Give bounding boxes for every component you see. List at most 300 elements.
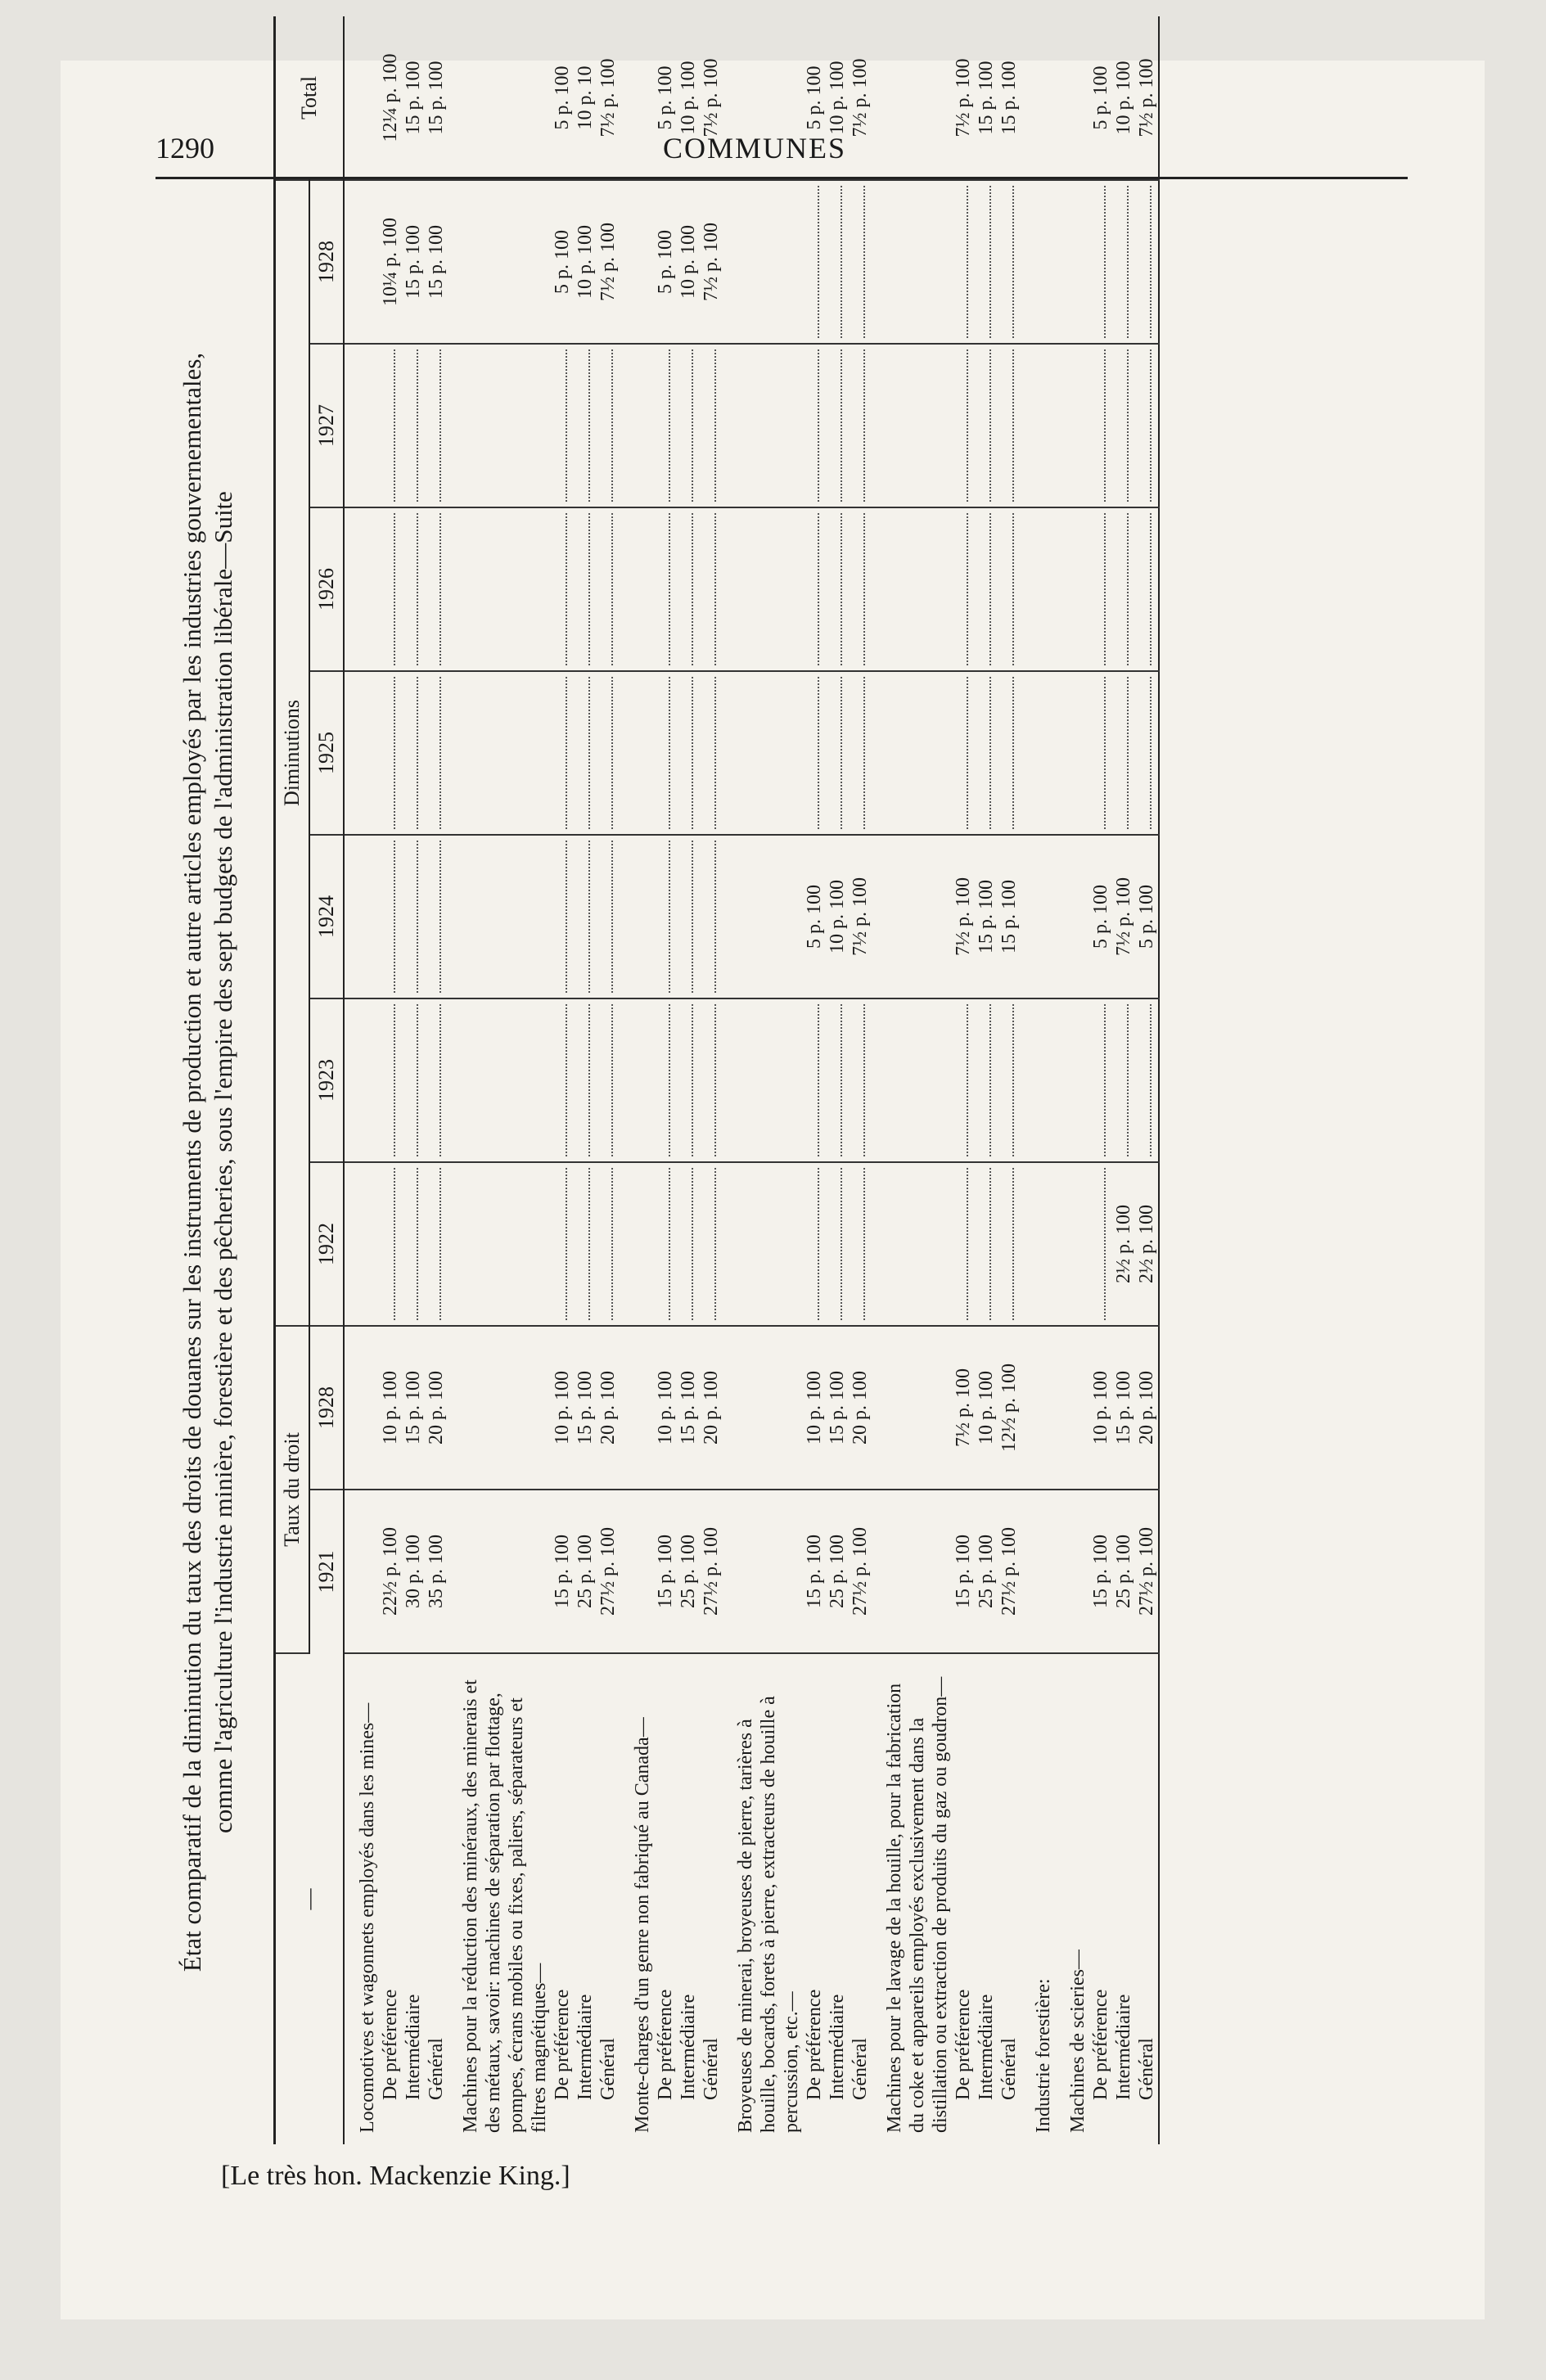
cell-d1922: [1055, 1162, 1089, 1326]
cell-d1928: [1089, 180, 1112, 344]
dot-leader: [654, 841, 670, 993]
dot-leader: [379, 677, 395, 829]
dot-leader: [952, 1004, 968, 1156]
dot-leader: [654, 513, 670, 665]
row-description: De préférence: [380, 1989, 401, 2100]
cell-d1924: 7½ p. 100: [952, 835, 975, 998]
cell-c1921: 25 p. 100: [826, 1490, 849, 1653]
dot-leader: [597, 841, 613, 993]
dot-leader: [574, 1168, 590, 1320]
dot-leader: [998, 1004, 1014, 1156]
cell-d1927: [700, 344, 723, 507]
cell-total: 7½ p. 100: [952, 16, 975, 180]
cell-d1926: [379, 507, 402, 671]
dot-leader: [803, 1168, 819, 1320]
dot-leader: [998, 349, 1014, 502]
cell-d1927: [379, 344, 402, 507]
cell-d1925: [1112, 671, 1135, 835]
cell-d1926: [1021, 507, 1055, 671]
cell-d1928: [1135, 180, 1159, 344]
cell-d1926: [723, 507, 803, 671]
cell-d1924: [654, 835, 677, 998]
cell-d1927: [448, 344, 551, 507]
cell-d1928: 7½ p. 100: [597, 180, 620, 344]
dot-leader: [654, 677, 670, 829]
cell-c1921: 22½ p. 100: [379, 1490, 402, 1653]
cell-d1923: [952, 998, 975, 1162]
dot-leader: [379, 1168, 395, 1320]
dot-leader: [379, 349, 395, 502]
dot-leader: [1112, 677, 1129, 829]
cell-d1923: [402, 998, 425, 1162]
cell-d1922: 2½ p. 100: [1112, 1162, 1135, 1326]
cell-d1927: [620, 344, 654, 507]
cell-d1927: [803, 344, 826, 507]
cell-d1928: 5 p. 100: [654, 180, 677, 344]
year-header-dim-1924: 1924: [309, 835, 344, 998]
header-description: —: [275, 1653, 345, 2144]
dot-leader: [402, 841, 418, 993]
cell-c1921: 15 p. 100: [654, 1490, 677, 1653]
cell-d1927: [1112, 344, 1135, 507]
dot-leader: [700, 349, 716, 502]
cell-d1928: [1055, 180, 1089, 344]
cell-d1922: [379, 1162, 402, 1326]
cell-d1928: [998, 180, 1021, 344]
dot-leader: [677, 349, 693, 502]
cell-c1921: 25 p. 100: [677, 1490, 700, 1653]
cell-d1928: [344, 180, 379, 344]
dot-leader: [677, 1004, 693, 1156]
row-description: Général: [998, 2038, 1020, 2100]
cell-c1928: 10 p. 100: [803, 1326, 826, 1490]
cell-d1925: [700, 671, 723, 835]
cell-c1921: 15 p. 100: [551, 1490, 574, 1653]
table-row: [723, 16, 803, 2144]
cell-d1923: [344, 998, 379, 1162]
row-description: Intermédiaire: [976, 1994, 997, 2100]
table-row: [597, 16, 620, 2144]
cell-d1922: [448, 1162, 551, 1326]
cell-d1928: 10¼ p. 100: [379, 180, 402, 344]
dot-leader: [1135, 677, 1152, 829]
cell-c1928: 20 p. 100: [1135, 1326, 1159, 1490]
running-head: COMMUNES: [663, 132, 847, 165]
cell-c1921: 27½ p. 100: [597, 1490, 620, 1653]
cell-d1927: [998, 344, 1021, 507]
cell-d1924: [379, 835, 402, 998]
cell-d1923: [700, 998, 723, 1162]
dot-leader: [952, 677, 968, 829]
cell-total: 15 p. 100: [425, 16, 448, 180]
cell-d1922: [700, 1162, 723, 1326]
cell-total: 7½ p. 100: [849, 16, 872, 180]
cell-d1927: [826, 344, 849, 507]
cell-c1921: 25 p. 100: [574, 1490, 597, 1653]
dot-leader: [1135, 186, 1152, 338]
cell-d1925: [872, 671, 952, 835]
cell-total: [620, 16, 654, 180]
cell-c1921: [723, 1490, 803, 1653]
cell-d1923: [872, 998, 952, 1162]
dot-leader: [425, 1168, 441, 1320]
dot-leader: [1089, 677, 1106, 829]
dot-leader: [1089, 186, 1106, 338]
table-row: [826, 16, 849, 2144]
dot-leader: [1112, 1004, 1129, 1156]
cell-d1923: [998, 998, 1021, 1162]
cell-total: 5 p. 100: [551, 16, 574, 180]
table-bottom-rule: [1159, 16, 1165, 2144]
dot-leader: [849, 513, 865, 665]
cell-d1928: [952, 180, 975, 344]
dot-leader: [425, 349, 441, 502]
cell-d1925: [551, 671, 574, 835]
cell-d1925: [402, 671, 425, 835]
cell-d1927: [952, 344, 975, 507]
dot-leader: [700, 1168, 716, 1320]
cell-d1923: [1112, 998, 1135, 1162]
cell-d1925: [597, 671, 620, 835]
cell-d1922: [952, 1162, 975, 1326]
cell-d1927: [344, 344, 379, 507]
cell-d1922: [872, 1162, 952, 1326]
dot-leader: [700, 1004, 716, 1156]
cell-d1922: [425, 1162, 448, 1326]
dot-leader: [551, 1168, 567, 1320]
row-description: Général: [1136, 2038, 1157, 2100]
cell-d1928: [723, 180, 803, 344]
cell-d1927: [872, 344, 952, 507]
dot-leader: [677, 1168, 693, 1320]
dot-leader: [574, 349, 590, 502]
row-description: Broyeuses de minerai, broyeuses de pierre, tarières à houille, bocards, forets à pierre, extracteurs de houille à percussion, etc.—: [735, 1696, 802, 2133]
cell-c1928: 10 p. 100: [654, 1326, 677, 1490]
dot-leader: [1112, 186, 1129, 338]
cell-d1922: [574, 1162, 597, 1326]
dot-leader: [700, 841, 716, 993]
cell-d1924: [425, 835, 448, 998]
cell-total: [872, 16, 952, 180]
cell-d1923: [1089, 998, 1112, 1162]
table-row: [551, 16, 574, 2144]
cell-c1921: 25 p. 100: [1112, 1490, 1135, 1653]
cell-d1928: [620, 180, 654, 344]
cell-d1927: [402, 344, 425, 507]
cell-d1922: [551, 1162, 574, 1326]
dot-leader: [574, 841, 590, 993]
dot-leader: [677, 841, 693, 993]
cell-d1922: [344, 1162, 379, 1326]
cell-d1927: [975, 344, 998, 507]
cell-d1922: [975, 1162, 998, 1326]
cell-c1921: [1055, 1490, 1089, 1653]
cell-d1927: [723, 344, 803, 507]
row-description: Général: [850, 2038, 871, 2100]
row-description: Locomotives et wagonnets employés dans les mines—: [357, 1702, 378, 2133]
row-description: De préférence: [953, 1989, 974, 2100]
dot-leader: [975, 1168, 991, 1320]
cell-d1925: [723, 671, 803, 835]
dot-leader: [826, 186, 842, 338]
cell-total: 5 p. 100: [654, 16, 677, 180]
row-description: Machines de scieries—: [1067, 1950, 1089, 2133]
cell-d1928: [803, 180, 826, 344]
dot-leader: [849, 186, 865, 338]
cell-d1923: [620, 998, 654, 1162]
dot-leader: [654, 349, 670, 502]
dot-leader: [803, 1004, 819, 1156]
cell-d1927: [425, 344, 448, 507]
cell-d1926: [700, 507, 723, 671]
row-description: De préférence: [655, 1989, 676, 2100]
cell-d1926: [1135, 507, 1159, 671]
dot-leader: [574, 1004, 590, 1156]
cell-c1928: 10 p. 100: [975, 1326, 998, 1490]
cell-total: 10 p. 100: [826, 16, 849, 180]
cell-c1921: 27½ p. 100: [1135, 1490, 1159, 1653]
dot-leader: [700, 677, 716, 829]
cell-d1926: [551, 507, 574, 671]
speaker-note: [Le très hon. Mackenzie King.]: [221, 2161, 570, 2191]
cell-d1923: [849, 998, 872, 1162]
table-title: [172, 180, 273, 2144]
cell-total: 10 p. 100: [1112, 16, 1135, 180]
cell-d1928: [975, 180, 998, 344]
cell-c1928: [723, 1326, 803, 1490]
cell-c1928: [872, 1326, 952, 1490]
cell-d1925: [425, 671, 448, 835]
dot-leader: [551, 513, 567, 665]
cell-d1925: [975, 671, 998, 835]
cell-d1928: [849, 180, 872, 344]
dot-leader: [975, 513, 991, 665]
cell-d1922: [654, 1162, 677, 1326]
cell-d1926: [677, 507, 700, 671]
cell-c1928: 10 p. 100: [1089, 1326, 1112, 1490]
cell-d1926: [1055, 507, 1089, 671]
cell-total: [1055, 16, 1089, 180]
dot-leader: [425, 1004, 441, 1156]
cell-d1922: 2½ p. 100: [1135, 1162, 1159, 1326]
dot-leader: [826, 513, 842, 665]
dot-leader: [551, 349, 567, 502]
table-row: [654, 16, 677, 2144]
cell-c1928: 15 p. 100: [826, 1326, 849, 1490]
cell-c1928: [344, 1326, 379, 1490]
cell-d1924: [700, 835, 723, 998]
cell-d1925: [677, 671, 700, 835]
cell-total: 7½ p. 100: [597, 16, 620, 180]
table-row: [998, 16, 1021, 2144]
row-description: Industrie forestière:: [1033, 1978, 1054, 2133]
dot-leader: [700, 513, 716, 665]
dot-leader: [677, 513, 693, 665]
dot-leader: [597, 349, 613, 502]
cell-c1921: 15 p. 100: [1089, 1490, 1112, 1653]
row-description: Général: [597, 2038, 619, 2100]
cell-d1923: [379, 998, 402, 1162]
table-row: [574, 16, 597, 2144]
cell-d1923: [1055, 998, 1089, 1162]
dot-leader: [597, 1004, 613, 1156]
cell-c1928: 10 p. 100: [379, 1326, 402, 1490]
dot-leader: [803, 349, 819, 502]
row-description: Intermédiaire: [1113, 1994, 1134, 2100]
row-description: Machines pour la réduction des minéraux, des minerais et des métaux, savoir: machines de séparation par flottage, pompes, écrans mobiles ou fixes, paliers, séparateurs et filtres magnétiques—: [460, 1679, 550, 2133]
cell-d1923: [1021, 998, 1055, 1162]
cell-d1924: [574, 835, 597, 998]
year-header-taux-1921: 1921: [309, 1490, 344, 1653]
dot-leader: [654, 1004, 670, 1156]
cell-d1922: [849, 1162, 872, 1326]
cell-total: [344, 16, 379, 180]
dot-leader: [1135, 513, 1152, 665]
cell-c1928: 7½ p. 100: [952, 1326, 975, 1490]
dot-leader: [402, 677, 418, 829]
dot-leader: [1089, 513, 1106, 665]
cell-d1927: [551, 344, 574, 507]
cell-c1928: 15 p. 100: [402, 1326, 425, 1490]
cell-d1924: [402, 835, 425, 998]
dot-leader: [998, 513, 1014, 665]
row-description: De préférence: [1090, 1989, 1111, 2100]
cell-d1924: [597, 835, 620, 998]
cell-d1923: [677, 998, 700, 1162]
cell-d1922: [826, 1162, 849, 1326]
cell-d1925: [620, 671, 654, 835]
cell-d1922: [723, 1162, 803, 1326]
dot-leader: [551, 677, 567, 829]
cell-d1927: [1055, 344, 1089, 507]
cell-c1921: 25 p. 100: [975, 1490, 998, 1653]
dot-leader: [574, 677, 590, 829]
row-description: Général: [426, 2038, 447, 2100]
cell-d1926: [872, 507, 952, 671]
cell-d1922: [402, 1162, 425, 1326]
cell-c1928: 20 p. 100: [425, 1326, 448, 1490]
table-body: [344, 16, 1159, 2144]
cell-d1923: [803, 998, 826, 1162]
cell-d1928: [1021, 180, 1055, 344]
dot-leader: [975, 349, 991, 502]
table-row: [975, 16, 998, 2144]
cell-c1928: [620, 1326, 654, 1490]
cell-total: 15 p. 100: [975, 16, 998, 180]
dot-leader: [998, 1168, 1014, 1320]
table-row: [402, 16, 425, 2144]
dot-leader: [597, 1168, 613, 1320]
dot-leader: [1089, 1168, 1106, 1320]
cell-d1928: 5 p. 100: [551, 180, 574, 344]
cell-d1923: [826, 998, 849, 1162]
cell-d1922: [1021, 1162, 1055, 1326]
cell-d1924: [723, 835, 803, 998]
row-description: Intermédiaire: [827, 1994, 848, 2100]
row-description: Général: [701, 2038, 722, 2100]
year-header-dim-1928: 1928: [309, 180, 344, 344]
cell-d1925: [1135, 671, 1159, 835]
cell-d1924: [872, 835, 952, 998]
cell-d1927: [574, 344, 597, 507]
dot-leader: [1135, 349, 1152, 502]
cell-d1924: 7½ p. 100: [1112, 835, 1135, 998]
cell-d1923: [574, 998, 597, 1162]
cell-d1923: [551, 998, 574, 1162]
cell-d1923: [654, 998, 677, 1162]
cell-d1924: [551, 835, 574, 998]
cell-d1925: [344, 671, 379, 835]
cell-d1925: [998, 671, 1021, 835]
cell-d1927: [654, 344, 677, 507]
row-description: Intermédiaire: [575, 1994, 596, 2100]
dot-leader: [826, 349, 842, 502]
cell-d1924: [1021, 835, 1055, 998]
dot-leader: [402, 1168, 418, 1320]
dot-leader: [1112, 349, 1129, 502]
cell-d1923: [425, 998, 448, 1162]
dot-leader: [826, 1168, 842, 1320]
table-row: [448, 16, 551, 2144]
cell-d1924: [448, 835, 551, 998]
cell-c1928: 15 p. 100: [1112, 1326, 1135, 1490]
cell-c1921: [620, 1490, 654, 1653]
dot-leader: [803, 513, 819, 665]
dot-leader: [1089, 349, 1106, 502]
cell-d1925: [379, 671, 402, 835]
cell-d1925: [1089, 671, 1112, 835]
table-row: [425, 16, 448, 2144]
dot-leader: [402, 513, 418, 665]
table-title-line-1: État comparatif de la diminution du taux des droits de douanes sur les instruments de production et autre articles employés par les industries gouvernementales,: [178, 352, 206, 1972]
cell-d1928: [448, 180, 551, 344]
table-row: [620, 16, 654, 2144]
cell-d1924: 15 p. 100: [975, 835, 998, 998]
dot-leader: [574, 513, 590, 665]
cell-total: 10 p. 10: [574, 16, 597, 180]
cell-c1921: 27½ p. 100: [998, 1490, 1021, 1653]
cell-d1924: [620, 835, 654, 998]
dot-leader: [402, 1004, 418, 1156]
table-row: [700, 16, 723, 2144]
header-total: Total: [275, 16, 345, 180]
cell-d1924: 7½ p. 100: [849, 835, 872, 998]
cell-total: 12¼ p. 100: [379, 16, 402, 180]
cell-c1928: 15 p. 100: [574, 1326, 597, 1490]
cell-c1928: 12½ p. 100: [998, 1326, 1021, 1490]
cell-d1928: 7½ p. 100: [700, 180, 723, 344]
cell-total: 7½ p. 100: [700, 16, 723, 180]
cell-d1925: [849, 671, 872, 835]
cell-total: [1021, 16, 1055, 180]
year-header-dim-1927: 1927: [309, 344, 344, 507]
dot-leader: [952, 513, 968, 665]
cell-d1925: [952, 671, 975, 835]
row-description: Monte-charges d'un genre non fabriqué au Canada—: [632, 1717, 653, 2133]
cell-c1921: [1021, 1490, 1055, 1653]
cell-d1925: [448, 671, 551, 835]
cell-total: 10 p. 100: [677, 16, 700, 180]
cell-c1928: [1021, 1326, 1055, 1490]
cell-c1921: [344, 1490, 379, 1653]
dot-leader: [998, 186, 1014, 338]
tariff-table: [273, 16, 1165, 2144]
cell-d1922: [1089, 1162, 1112, 1326]
dot-leader: [597, 513, 613, 665]
dot-leader: [551, 841, 567, 993]
cell-c1928: [1055, 1326, 1089, 1490]
table-row: [677, 16, 700, 2144]
